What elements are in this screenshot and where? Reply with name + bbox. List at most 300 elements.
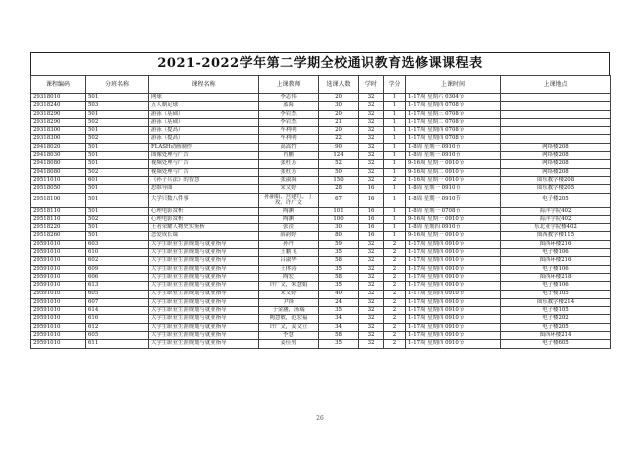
cell-place [501,94,611,102]
cell-teacher: 陶渊 [259,207,319,215]
cell-code: 29591010 [31,307,86,315]
cell-place: 图东教学楼205 [501,185,611,193]
table-row [31,185,611,193]
cell-code: 29418020 [31,143,86,151]
cell-count: 80 [319,232,359,240]
table-row [31,315,611,323]
cell-place [501,127,611,135]
cell-count: 22 [319,135,359,143]
cell-course: 大学生职业生涯规划与就业指导 [149,249,259,257]
cell-course: 网球 [149,94,259,102]
cell-dept: 501 [86,185,149,193]
cell-code: 29318300 [31,127,86,135]
cell-dept: 502 [86,118,149,126]
cell-code: 29318290 [31,118,86,126]
cell-dept: 606 [86,273,149,281]
cell-course: 大学生职业生涯规划与就业指导 [149,240,259,248]
cell-place: 电子楼205 [501,193,611,207]
cell-credit: 1 [384,232,406,240]
cell-hours: 32 [359,143,384,151]
cell-credit: 1 [384,215,406,223]
cell-place: 网络楼208 [501,152,611,160]
cell-teacher: 许广文，朱慧娟 [259,282,319,290]
cell-teacher: 李岩杰 [259,110,319,118]
table-row [31,127,611,135]
cell-teacher: 陶渊 [259,215,319,223]
cell-count: 34 [319,323,359,331]
cell-count: 21 [319,118,359,126]
cell-credit: 1 [384,152,406,160]
cell-course: 大学生职业生涯规划与就业指导 [149,323,259,331]
cell-place: 网络楼208 [501,143,611,151]
cell-dept: 502 [86,168,149,176]
cell-code: 29318290 [31,110,86,118]
cell-time: 9-16周 星期一 0910节 [406,160,501,168]
cell-course: 思维导图 [149,185,259,193]
course-table [30,75,611,349]
cell-time: 1-8周 星期四 0910节 [406,224,501,232]
cell-count: 124 [319,152,359,160]
cell-teacher: 薛韵婷 [259,232,319,240]
cell-teacher: 张淑海 [259,176,319,184]
cell-code: 29591010 [31,249,86,257]
cell-count: 35 [319,249,359,257]
cell-credit: 1 [384,143,406,151]
cell-dept: 611 [86,340,149,348]
cell-code: 29591010 [31,340,86,348]
cell-code: 29591010 [31,315,86,323]
cell-teacher: 吕淑华 [259,257,319,265]
cell-time: 1-17周 星期四 0910节 [406,282,501,290]
cell-place [501,110,611,118]
cell-code: 29418080 [31,160,86,168]
cell-teacher: 许广文，姜文立 [259,323,319,331]
cell-hours: 16 [359,207,384,215]
cell-credit: 2 [384,307,406,315]
cell-place: 电子楼105 [501,307,611,315]
cell-course: 《孙子兵法》的智慧 [149,176,259,184]
cell-dept: 501 [86,207,149,215]
cell-course: 图像处理与广告 [149,152,259,160]
cell-time: 1-16周 星期一 0910节 [406,176,501,184]
cell-dept: 501 [86,232,149,240]
table-row [31,323,611,331]
cell-count: 20 [319,127,359,135]
cell-teacher: 高嵩竹 [259,143,319,151]
cell-dept: 605 [86,290,149,298]
cell-course: 五人制足球 [149,102,259,110]
cell-time: 1-17周 星期四 0910节 [406,249,501,257]
table-row [31,160,611,168]
table-row [31,282,611,290]
cell-count: 20 [319,110,359,118]
cell-course: 视频处理与广告 [149,168,259,176]
cell-course: 大学生职业生涯规划与就业指导 [149,332,259,340]
header-class: 分班名称 [86,76,149,94]
cell-credit: 1 [384,224,406,232]
cell-count: 50 [319,168,359,176]
cell-credit: 2 [384,340,406,348]
cell-teacher: 孙丽娟，宫建红，丁玫，许广文 [259,193,319,207]
table-row [31,118,611,126]
cell-course: 恋爱成长课 [149,232,259,240]
cell-count: 58 [319,273,359,281]
cell-time: 9-16周 星期一 0910节 [406,232,501,240]
cell-dept: 612 [86,323,149,331]
cell-place: 电子楼106 [501,265,611,273]
cell-place: 图东教学楼214 [501,298,611,306]
cell-dept: 501 [86,224,149,232]
cell-time: 1-17周 星期四 0910节 [406,315,501,323]
cell-dept: 501 [86,127,149,135]
cell-hours: 32 [359,273,384,281]
cell-hours: 32 [359,257,384,265]
cell-code: 29591010 [31,257,86,265]
cell-course: 大学生职业生涯规划与就业指导 [149,307,259,315]
cell-course: 游泳（基础） [149,118,259,126]
cell-dept: 501 [86,193,149,207]
cell-place [501,102,611,110]
table-header-row [31,76,611,94]
cell-count: 24 [319,298,359,306]
cell-time: 9-16周 星期二 0910节 [406,168,501,176]
cell-time: 1-17周 星期四 0910节 [406,257,501,265]
cell-hours: 32 [359,110,384,118]
cell-count: 28 [319,185,359,193]
cell-course: 大学生职业生涯规划与就业指导 [149,298,259,306]
cell-hours: 32 [359,323,384,331]
page-number: 26 [316,415,324,422]
cell-teacher: 李慧 [259,332,319,340]
cell-code: 29318240 [31,102,86,110]
cell-code: 29591010 [31,332,86,340]
cell-hours: 32 [359,152,384,160]
cell-dept: 607 [86,298,149,306]
cell-time: 1-17周 星期四 0910节 [406,340,501,348]
cell-time: 1-17周 星期四 0910节 [406,323,501,331]
cell-credit: 2 [384,290,406,298]
cell-dept: 605 [86,332,149,340]
cell-credit: 1 [384,160,406,168]
cell-time: 9-16周 星期一 0910节 [406,215,501,223]
cell-credit: 1 [384,102,406,110]
cell-dept: 501 [86,143,149,151]
cell-count: 101 [319,207,359,215]
page-title: 2021-2022学年第二学期全校通识教育选修课课程表 [30,52,610,75]
cell-teacher: 李岩杰 [259,118,319,126]
cell-time: 1-17周 星期四 0910节 [406,265,501,273]
cell-place: 图西环楼218 [501,273,611,281]
cell-time: 1-17周 星期四 0910节 [406,290,501,298]
cell-code: 29591010 [31,323,86,331]
schedule-sheet [30,52,610,349]
table-row [31,135,611,143]
cell-credit: 2 [384,332,406,340]
cell-count: 58 [319,332,359,340]
table-row [31,94,611,102]
cell-credit: 2 [384,273,406,281]
cell-hours: 32 [359,118,384,126]
cell-course: 视频处理与广告 [149,160,259,168]
cell-hours: 32 [359,102,384,110]
cell-credit: 1 [384,110,406,118]
cell-count: 30 [319,224,359,232]
cell-hours: 32 [359,290,384,298]
cell-time: 1-8周 星期一 0910节 [406,185,501,193]
table-row [31,102,611,110]
cell-teacher: 姜佳男 [259,340,319,348]
cell-credit: 1 [384,168,406,176]
cell-dept: 501 [86,110,149,118]
header-teacher: 上课教师 [259,76,319,94]
cell-course: 心理电影赏析 [149,215,259,223]
table-row [31,176,611,184]
cell-hours: 32 [359,307,384,315]
cell-code: 29591010 [31,282,86,290]
cell-dept: 616 [86,315,149,323]
cell-place: 电子楼605 [501,340,611,348]
table-row [31,110,611,118]
cell-credit: 2 [384,298,406,306]
cell-count: 40 [319,290,359,298]
cell-hours: 32 [359,282,384,290]
cell-course: 心理电影赏析 [149,207,259,215]
cell-teacher: 肖鹏 [259,152,319,160]
cell-credit: 1 [384,193,406,207]
cell-place: 电子楼205 [501,323,611,331]
table-row [31,290,611,298]
cell-dept: 501 [86,94,149,102]
cell-course: 大学生职业生涯规划与就业指导 [149,315,259,323]
cell-teacher: 孙丹 [259,240,319,248]
table-row [31,215,611,223]
table-row [31,265,611,273]
cell-count: 52 [319,160,359,168]
cell-course: FLASH动画制作 [149,143,259,151]
cell-dept: 502 [86,215,149,223]
cell-time: 1-8周 星期一 0708节 [406,207,501,215]
cell-teacher: 宋文婷 [259,290,319,298]
cell-code: 29418030 [31,152,86,160]
cell-hours: 16 [359,193,384,207]
cell-hours: 32 [359,240,384,248]
cell-course: 王者荣耀人物史实鉴析 [149,224,259,232]
table-row [31,298,611,306]
cell-count: 35 [319,282,359,290]
cell-place: 电子楼202 [501,315,611,323]
header-count: 选课人数 [319,76,359,94]
cell-time: 1-8周 星期一 0910节 [406,193,501,207]
cell-hours: 16 [359,185,384,193]
cell-hours: 16 [359,232,384,240]
cell-count: 20 [319,94,359,102]
cell-credit: 1 [384,94,406,102]
cell-teacher: 王体涛 [259,265,319,273]
cell-code: 29518110 [31,207,86,215]
header-hours: 学时 [359,76,384,94]
cell-teacher: 宋文婷 [259,185,319,193]
cell-count: 150 [319,176,359,184]
cell-code: 29591010 [31,298,86,306]
cell-time: 1-17周 星期四 0910节 [406,307,501,315]
cell-dept: 613 [86,282,149,290]
table-row [31,152,611,160]
cell-place: 图西环楼216 [501,257,611,265]
cell-hours: 32 [359,340,384,348]
table-row [31,332,611,340]
header-code: 课程编码 [31,76,86,94]
header-credit: 学分 [384,76,406,94]
cell-hours: 32 [359,265,384,273]
cell-teacher: 王鹏飞 [259,249,319,257]
cell-time: 1-17周 星期六 0304节 [406,94,501,102]
header-course: 课程名称 [149,76,259,94]
cell-course: 大学生职业生涯规划与就业指导 [149,257,259,265]
cell-credit: 2 [384,176,406,184]
cell-credit: 1 [384,118,406,126]
cell-dept: 609 [86,265,149,273]
cell-dept: 501 [86,160,149,168]
cell-hours: 32 [359,315,384,323]
table-row [31,249,611,257]
cell-time: 1-8周 星期一 0910节 [406,143,501,151]
cell-dept: 610 [86,249,149,257]
table-row [31,307,611,315]
table-row [31,232,611,240]
cell-course: 游泳（提高） [149,135,259,143]
cell-code: 29591010 [31,265,86,273]
cell-credit: 1 [384,185,406,193]
table-row [31,240,611,248]
cell-place: 海洋学院402 [501,207,611,215]
cell-count: 34 [319,315,359,323]
cell-code: 29591010 [31,273,86,281]
cell-teacher: 李志伟 [259,94,319,102]
cell-teacher: 蓝海 [259,102,319,110]
cell-teacher: 于金涵，汤瑞 [259,307,319,315]
table-row [31,143,611,151]
cell-code: 29418080 [31,168,86,176]
table-row [31,207,611,215]
cell-dept: 502 [86,135,149,143]
cell-count: 100 [319,215,359,223]
cell-course: 大学生职业生涯规划与就业指导 [149,340,259,348]
cell-place: 东北亚学院楼402 [501,224,611,232]
cell-credit: 1 [384,127,406,135]
cell-code: 29318010 [31,94,86,102]
cell-hours: 32 [359,160,384,168]
cell-place: 图东教学楼208 [501,176,611,184]
cell-credit: 2 [384,257,406,265]
cell-hours: 32 [359,168,384,176]
cell-place: 图西环楼216 [501,240,611,248]
cell-dept: 602 [86,257,149,265]
cell-time: 1-17周 星期四 0910节 [406,273,501,281]
cell-teacher: 张滢 [259,224,319,232]
cell-credit: 2 [384,249,406,257]
cell-time: 1-17周 星期四 0910节 [406,298,501,306]
cell-count: 35 [319,307,359,315]
cell-dept: 601 [86,176,149,184]
cell-course: 大学生职业生涯规划与就业指导 [149,273,259,281]
table-row [31,257,611,265]
cell-code: 29518100 [31,193,86,207]
cell-place: 图西环楼214 [501,332,611,340]
cell-code: 29518050 [31,185,86,193]
table-row [31,224,611,232]
cell-credit: 1 [384,135,406,143]
cell-time: 1-17周 星期四 0708节 [406,135,501,143]
cell-place: 电子楼106 [501,249,611,257]
cell-teacher: 尹锋 [259,298,319,306]
cell-teacher: 陶慧敏，范宏福 [259,315,319,323]
cell-course: 大学生职业生涯规划与就业指导 [149,282,259,290]
cell-place: 电子楼105 [501,290,611,298]
cell-code: 29318300 [31,135,86,143]
cell-count: 59 [319,240,359,248]
cell-time: 1-17周 星期四 0910节 [406,240,501,248]
cell-credit: 1 [384,207,406,215]
cell-teacher: 车利明 [259,135,319,143]
cell-credit: 2 [384,323,406,331]
cell-code: 29591010 [31,240,86,248]
cell-time: 1-8周 星期一 0910节 [406,152,501,160]
cell-count: 67 [319,193,359,207]
cell-hours: 32 [359,298,384,306]
cell-code: 29511010 [31,176,86,184]
cell-place [501,135,611,143]
table-row [31,340,611,348]
cell-hours: 32 [359,176,384,184]
cell-count: 35 [319,265,359,273]
cell-credit: 2 [384,315,406,323]
header-place: 上课地点 [501,76,611,94]
cell-place: 网络楼208 [501,168,611,176]
cell-hours: 32 [359,94,384,102]
cell-credit: 2 [384,240,406,248]
cell-place: 图西教学楼115 [501,232,611,240]
cell-credit: 2 [384,282,406,290]
cell-hours: 32 [359,127,384,135]
table-row [31,273,611,281]
cell-credit: 2 [384,265,406,273]
cell-course: 游泳（提高） [149,127,259,135]
cell-code: 29591010 [31,290,86,298]
table-row [31,168,611,176]
header-time: 上课时间 [406,76,501,94]
cell-time: 1-17周 星期四 0910节 [406,332,501,340]
cell-code: 29518260 [31,232,86,240]
cell-place: 电子楼106 [501,282,611,290]
table-row [31,193,611,207]
cell-dept: 501 [86,152,149,160]
cell-teacher: 车利明 [259,127,319,135]
cell-course: 大学生职业生涯规划与就业指导 [149,290,259,298]
cell-hours: 16 [359,215,384,223]
cell-count: 90 [319,143,359,151]
cell-course: 大学只数八件事 [149,193,259,207]
cell-time: 1-17周 星期三 0708节 [406,110,501,118]
cell-count: 58 [319,257,359,265]
cell-course: 大学生职业生涯规划与就业指导 [149,265,259,273]
cell-place: 网络楼208 [501,160,611,168]
cell-hours: 32 [359,135,384,143]
cell-count: 30 [319,102,359,110]
cell-hours: 32 [359,332,384,340]
cell-hours: 32 [359,249,384,257]
cell-dept: 503 [86,102,149,110]
cell-teacher: 张杜芳 [259,160,319,168]
